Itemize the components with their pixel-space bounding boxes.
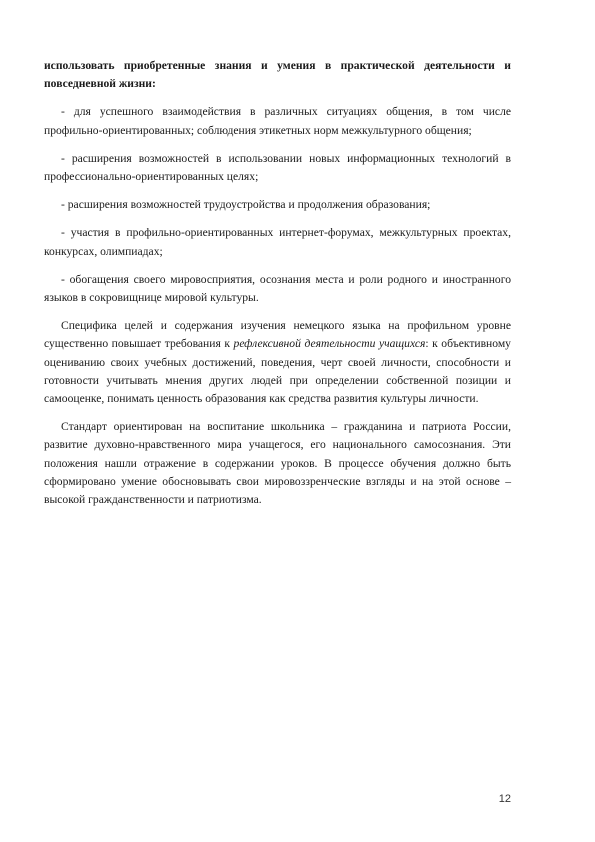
list-item: - для успешного взаимодействия в различных ситуациях общения, в том числе профильно-ориентированных; соблюдения этикетных норм межкультурного общения; [44, 105, 511, 137]
text-span: : к объективному оцениванию своих учебных достижений, поведения, черт своей личности, способности и готовности учитывать мнения других людей при определении собственной позиции и самооценке, понимать ценность образования как средства развития культуры личности. [44, 337, 511, 406]
list-item: - участия в профильно-ориентированных интернет-форумах, межкультурных проектах, конкурсах, олимпиадах; [44, 226, 511, 258]
page-number: 12 [498, 793, 511, 805]
list-item: - обогащения своего мировосприятия, осознания места и роли родного и иностранного языков в сокровищнице мировой культуры. [44, 272, 511, 305]
paragraph-intro: использовать приобретенные знания и умения в практической деятельности и повседневной жизни: [44, 59, 511, 91]
paragraph-specifics [44, 317, 511, 408]
list-item: - расширения возможностей трудоустройства и продолжения образования; [61, 198, 431, 212]
paragraph-standard: Стандарт ориентирован на воспитание школьника – гражданина и патриота России, развитие духовно-нравственного мира учащегося, его национального самосознания. Эти положения нашли отражение в содержании уроков. В процессе обучения должно быть сформировано умение обосновывать свои мировоззренческие взгляды и на этой основе – высокой гражданственности и патриотизма. [44, 420, 511, 507]
document-body [44, 57, 511, 519]
text-span: Специфика целей и содержания изучения немецкого языка на профильном уровне существенно повышает требования к [44, 319, 511, 351]
emphasis-text: рефлексивной деятельности учащихся [233, 337, 426, 351]
list-item: - расширения возможностей в использовании новых информационных технологий в профессионально-ориентированных целях; [44, 151, 511, 184]
